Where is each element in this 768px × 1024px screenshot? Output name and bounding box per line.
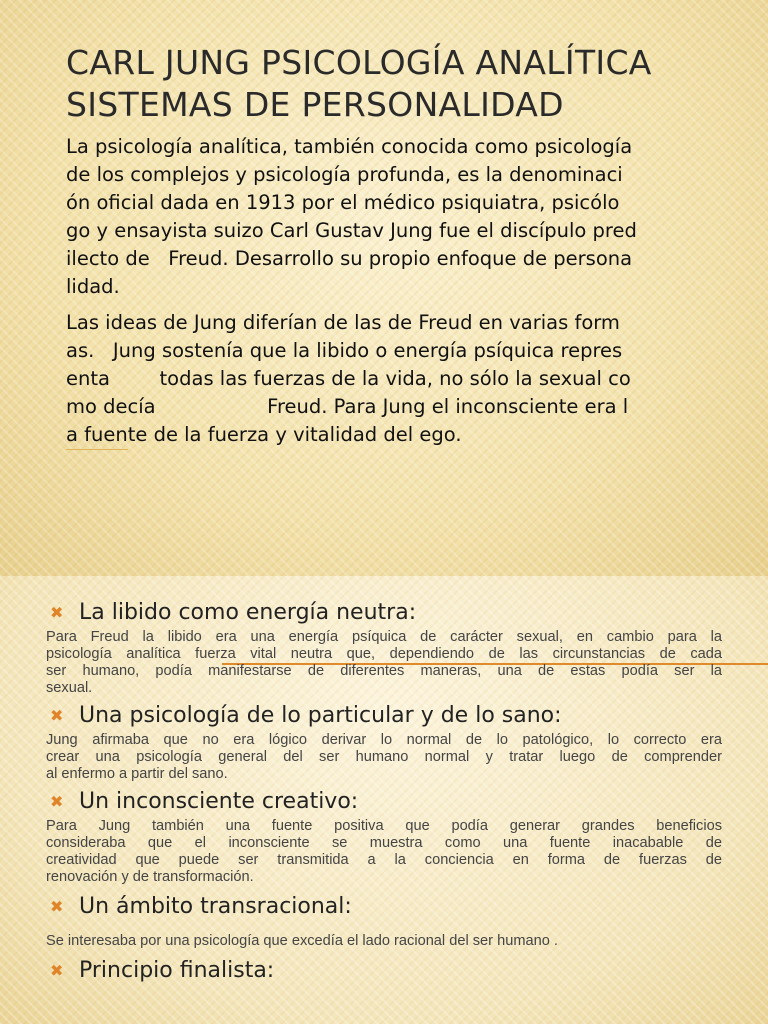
heading-text: Un ámbito transracional: — [79, 894, 352, 919]
section-text — [46, 933, 722, 950]
section-text — [46, 818, 722, 886]
x-mark-icon: ✖ — [50, 792, 64, 811]
text-line: mo decía Freud. Para Jung el inconsciente era l — [66, 395, 629, 418]
heading-text: Un inconsciente creativo: — [79, 789, 359, 814]
slide-1-body — [66, 133, 692, 457]
paragraph-1 — [66, 133, 692, 301]
bullet-heading — [46, 600, 722, 625]
text-line: ón oficial dada en 1913 por el médico psiquiatra, psicólo — [66, 191, 620, 214]
section-particular — [46, 703, 722, 783]
text-line: enta todas las fuerzas de la vida, no sólo la sexual co — [66, 367, 631, 390]
text-line: lidad. — [66, 275, 120, 298]
text-line: La psicología analítica, también conocida como psicología — [66, 135, 633, 158]
x-mark-icon: ✖ — [50, 603, 64, 622]
bullet-heading — [46, 789, 722, 814]
text-line: sexual. — [46, 680, 93, 696]
x-mark-icon: ✖ — [50, 961, 64, 980]
slide-2 — [0, 576, 768, 1024]
paragraph-2 — [66, 309, 692, 449]
text-line: Se interesaba por una psicología que excedía el lado racional del ser humano . — [46, 933, 558, 949]
text-line: ser humano, podía manifestarse de diferentes maneras, una de estas podía ser la — [46, 663, 722, 679]
title-line-1: CARL JUNG PSICOLOGÍA ANALÍTICA — [66, 43, 652, 82]
text-line: go y ensayista suizo Carl Gustav Jung fue el discípulo pred — [66, 219, 637, 242]
slide-2-content — [46, 600, 722, 983]
text-line: Para Freud la libido era una energía psíquica de carácter sexual, en cambio para la — [46, 629, 722, 645]
section-transracional — [46, 894, 722, 950]
section-text — [46, 732, 722, 783]
heading-text: Una psicología de lo particular y de lo sano: — [79, 703, 562, 728]
text-line: as. Jung sostenía que la libido o energía psíquica repres — [66, 339, 623, 362]
text-line: creatividad que puede ser transmitida a la conciencia en forma de fuerzas de — [46, 852, 722, 868]
bullet-heading — [46, 894, 722, 919]
bullet-heading — [46, 958, 722, 983]
text-line: de los complejos y psicología profunda, es la denominaci — [66, 163, 623, 186]
title-line-2: SISTEMAS DE PERSONALIDAD — [66, 85, 564, 124]
text-line: psicología analítica fuerza vital neutra que, dependiendo de las circunstancias de cada — [46, 646, 722, 662]
text-line: ilecto de Freud. Desarrollo su propio enfoque de persona — [66, 247, 633, 270]
section-finalista — [46, 958, 722, 983]
text-line: Jung afirmaba que no era lógico derivar lo normal de lo patológico, lo correcto era — [46, 732, 722, 748]
text-line: al enfermo a partir del sano. — [46, 766, 228, 782]
x-mark-icon: ✖ — [50, 897, 64, 916]
text-line: renovación y de transformación. — [46, 869, 254, 885]
x-mark-icon: ✖ — [50, 706, 64, 725]
slide-title — [66, 42, 746, 126]
heading-text: Principio finalista: — [79, 958, 275, 983]
section-text — [46, 629, 722, 697]
text-line: Para Jung también una fuente positiva que podía generar grandes beneficios — [46, 818, 722, 834]
section-inconsciente — [46, 789, 722, 886]
section-libido — [46, 600, 722, 697]
heading-text: La libido como energía neutra: — [79, 600, 417, 625]
text-line: a fuente de la fuerza y vitalidad del ego. — [66, 423, 462, 446]
decorative-divider — [66, 449, 128, 450]
bullet-heading — [46, 703, 722, 728]
text-line: crear una psicología general del ser humano normal y tratar luego de comprender — [46, 749, 722, 765]
text-line: Las ideas de Jung diferían de las de Freud en varias form — [66, 311, 620, 334]
text-line: consideraba que el inconsciente se muestra como una fuente inacabable de — [46, 835, 722, 851]
